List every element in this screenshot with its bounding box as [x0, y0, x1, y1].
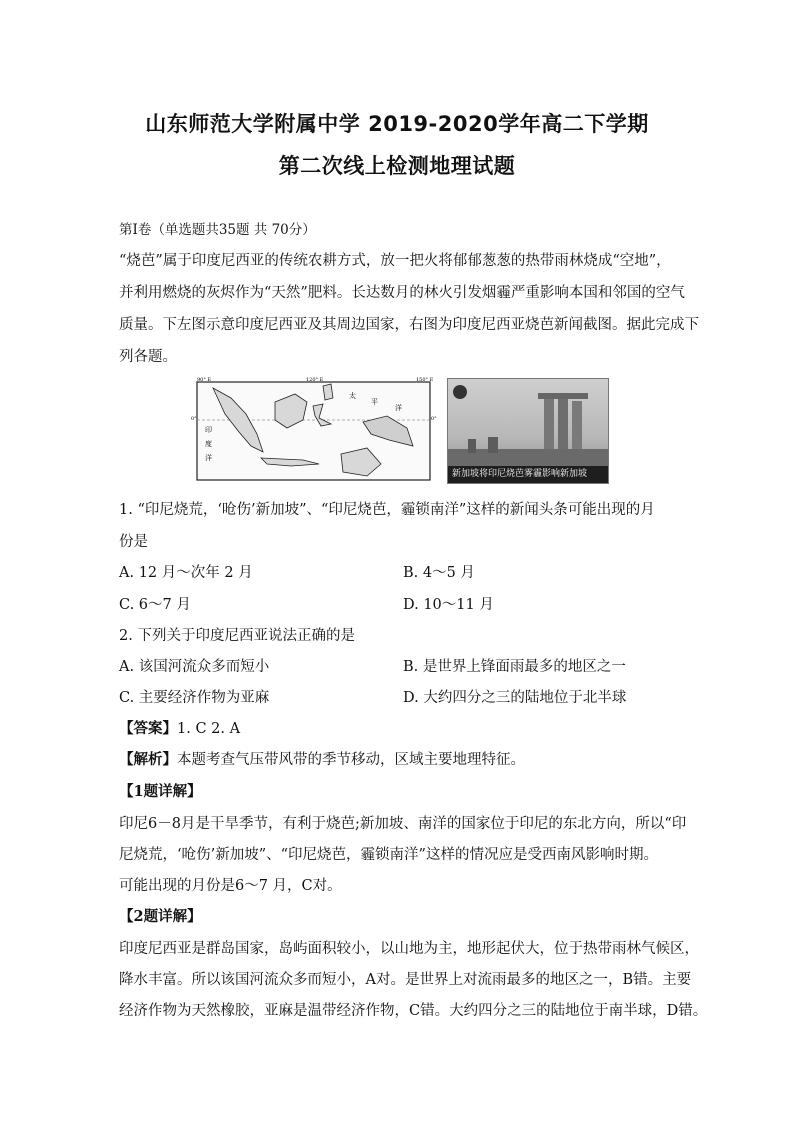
map-label-3: 洋: [205, 454, 212, 462]
map-label-2: 度: [205, 440, 212, 448]
indonesia-map: [191, 376, 436, 484]
q1-stem-line-2: 份是: [119, 534, 148, 550]
map-lon-label-1: 90° E: [197, 377, 212, 383]
analysis-line: [119, 748, 525, 769]
detail2-label: 【2题详解】: [119, 908, 202, 925]
q1-stem-line-1: 1. “印尼烧荒，‘呛伤’新加坡”、“印尼烧芭，霾锁南洋”这样的新闻头条可能出现的月: [119, 502, 655, 518]
map-label-6: 洋: [395, 404, 402, 412]
q2-option-a: A. 该国河流众多而短小: [119, 659, 270, 675]
section-header: 第Ⅰ卷（单选题共35题 共 70分）: [119, 222, 316, 238]
detail1-label: 【1题详解】: [119, 783, 202, 800]
page-title-line2: 第二次线上检测地理试题: [278, 154, 516, 178]
detail2-line-2: 降水丰富。所以该国河流众多而短小，A对。是世界上对流雨最多的地区之一，B错。主要: [119, 972, 692, 988]
detail2-line-1: 印度尼西亚是群岛国家，岛屿面积较小，以山地为主，地形起伏大，位于热带雨林气候区，: [119, 941, 699, 957]
answer-label: 【答案】: [119, 720, 177, 737]
detail1-line-3: 可能出现的月份是6～7 月，C对。: [119, 878, 342, 894]
news-caption: 新加坡将印尼烧芭雾霾影响新加坡: [448, 466, 608, 483]
detail1-line-2: 尼烧荒，‘呛伤’新加坡”、“印尼烧芭，霾锁南洋”这样的情况应是受西南风影响时期。: [119, 847, 658, 863]
detail1-line-1: 印尼6－8月是干旱季节，有利于烧芭;新加坡、南洋的国家位于印尼的东北方向，所以“印: [119, 816, 687, 832]
q2-option-c: C. 主要经济作物为亚麻: [119, 690, 270, 706]
intro-line-2: 并利用燃烧的灰烬作为“天然”肥料。长达数月的林火引发烟霾严重影响本国和邻国的空气: [119, 285, 685, 301]
page-title-line1: 山东师范大学附属中学 2019-2020学年高二下学期: [145, 112, 649, 136]
intro-line-4: 列各题。: [119, 349, 177, 365]
news-screenshot: [447, 378, 609, 484]
detail2-line-3: 经济作物为天然橡胶，亚麻是温带经济作物，C错。大约四分之三的陆地位于南半球，D错。: [119, 1003, 708, 1019]
q1-option-c: C. 6～7 月: [119, 597, 191, 613]
q1-option-d: D. 10～11 月: [403, 597, 494, 613]
answer-line: [119, 717, 240, 738]
map-label-5: 平: [371, 398, 378, 406]
map-label-1: 印: [205, 426, 212, 434]
q2-option-b: B. 是世界上锋面雨最多的地区之一: [403, 659, 626, 675]
intro-line-3: 质量。下左图示意印度尼西亚及其周边国家，右图为印度尼西亚烧芭新闻截图。据此完成下: [119, 317, 699, 333]
map-lon-label-3: 150° E: [416, 377, 434, 383]
map-lon-label-2: 120° E: [306, 377, 324, 383]
answer-text: 1. C 2. A: [177, 721, 241, 737]
figure-panel: [191, 376, 608, 484]
map-lat-label-left: 0°: [191, 416, 197, 422]
q2-option-d: D. 大约四分之三的陆地位于北半球: [403, 690, 627, 706]
q1-option-a: A. 12 月～次年 2 月: [119, 565, 253, 581]
map-label-4: 太: [349, 392, 356, 400]
q2-stem: 2. 下列关于印度尼西亚说法正确的是: [119, 628, 355, 644]
analysis-label: 【解析】: [119, 751, 177, 768]
q1-option-b: B. 4～5 月: [403, 565, 475, 581]
analysis-text: 本题考查气压带风带的季节移动，区域主要地理特征。: [177, 752, 525, 768]
map-lat-label-right: 0°: [431, 416, 437, 422]
intro-line-1: “烧芭”属于印度尼西亚的传统农耕方式，放一把火将郁郁葱葱的热带雨林烧成“空地”，: [119, 253, 671, 269]
